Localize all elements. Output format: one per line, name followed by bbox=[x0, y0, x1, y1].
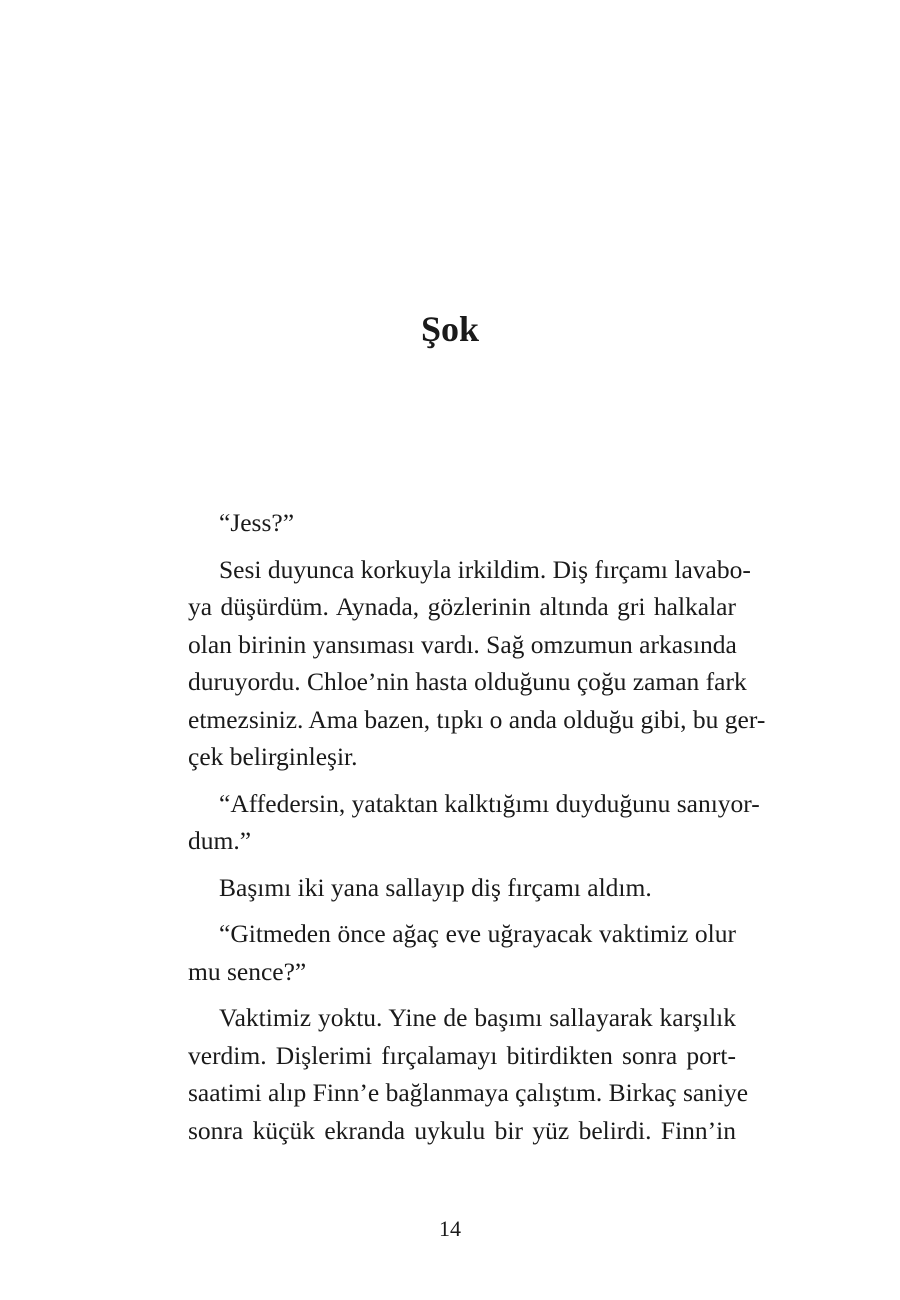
text-line: sonra küçük ekranda uykulu bir yüz belirdi. Finn’in bbox=[188, 1115, 736, 1145]
text-line: Sesi duyunca korkuyla irkildim. Diş fırçamı lavabo- bbox=[219, 554, 751, 584]
text-line: mu sence?” bbox=[188, 956, 307, 986]
text-line: Başımı iki yana sallayıp diş fırçamı aldım. bbox=[219, 872, 652, 902]
text-line: dum.” bbox=[188, 826, 252, 855]
page-number: 14 bbox=[439, 1216, 461, 1241]
text-line: ya düşürdüm. Aynada, gözlerinin altında gri halkalar bbox=[188, 592, 736, 621]
text-line: olan birinin yansıması vardı. Sağ omzumun arkasında bbox=[188, 629, 737, 659]
paragraph bbox=[157, 504, 736, 542]
chapter-title: Şok bbox=[420, 309, 480, 349]
text-line: duruyordu. Chloe’nin hasta olduğunu çoğu zaman fark bbox=[188, 667, 747, 696]
paragraph bbox=[157, 915, 736, 990]
paragraph bbox=[157, 551, 766, 776]
text-line: saatimi alıp Finn’e bağlanmaya çalıştım. Birkaç saniye bbox=[188, 1078, 749, 1107]
paragraph bbox=[157, 869, 736, 907]
paragraph bbox=[157, 785, 760, 860]
paragraph bbox=[157, 999, 749, 1149]
body-text bbox=[157, 504, 766, 1158]
text-line: “Jess?” bbox=[219, 508, 295, 537]
text-line: “Affedersin, yataktan kalktığımı duyduğunu sanıyor- bbox=[219, 788, 760, 818]
text-line: Vaktimiz yoktu. Yine de başımı sallayarak karşılık bbox=[219, 1003, 736, 1032]
text-line: çek belirginleşir. bbox=[188, 742, 358, 771]
text-line: etmezsiniz. Ama bazen, tıpkı o anda olduğu gibi, bu ger- bbox=[188, 704, 766, 734]
text-line: “Gitmeden önce ağaç eve uğrayacak vaktimiz olur bbox=[219, 919, 736, 948]
text-line: verdim. Dişlerimi fırçalamayı bitirdikten sonra port- bbox=[188, 1040, 736, 1070]
